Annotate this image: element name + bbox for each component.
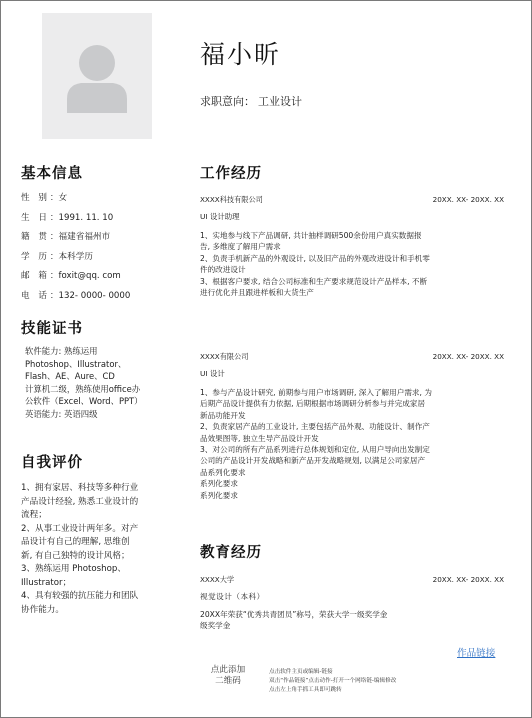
education-title: 教育经历: [200, 545, 262, 561]
job-entry: [200, 351, 504, 501]
info-row-birthday: 生 日：1991. 11. 10: [21, 212, 114, 223]
work-experience-title: 工作经历: [200, 166, 262, 182]
education-date: 20XX. XX- 20XX. XX: [432, 575, 504, 584]
basic-info-section: [21, 162, 186, 306]
education-school: XXXX大学: [200, 575, 235, 584]
job-header: [200, 351, 504, 363]
job-role: UI 设计: [200, 369, 225, 378]
info-row-hometown: 籍 贯：福建省福州市: [21, 232, 111, 242]
skills-text: 软件能力: 熟练运用 Photoshop、Illustrator、 Flash、AE、Aure、CD 计算机二级，熟练使用office办 公软件（Excel、Word、PPT） 英语能力: 英语四级: [25, 346, 143, 419]
job-role: UI 设计助理: [200, 212, 240, 221]
objective-value: 工业设计: [258, 95, 302, 108]
education-header: [200, 574, 504, 586]
job-date: 20XX. XX- 20XX. XX: [432, 195, 504, 204]
self-evaluation-section: [21, 451, 186, 617]
self-evaluation-title: 自我评价: [21, 455, 83, 471]
works-link[interactable]: 作品链接: [457, 648, 496, 659]
candidate-name: 福小昕: [200, 40, 282, 69]
avatar-placeholder-icon: [67, 41, 127, 113]
job-company: XXXX科技有限公司: [200, 195, 263, 204]
job-header: [200, 194, 504, 206]
info-row-phone: 电 话：132- 0000- 0000: [21, 290, 131, 301]
education-awards: 20XX年荣获“优秀共青团员”称号，荣获大学一级奖学金 级奖学金: [200, 610, 388, 631]
info-row-email: 邮 箱：foxit@qq. com: [21, 271, 121, 281]
work-experience-section: [200, 162, 504, 500]
education-major: 视觉设计（本科）: [200, 592, 265, 601]
job-entry: [200, 194, 504, 298]
basic-info-list: [21, 189, 186, 306]
info-row-education: 学 历：本科学历: [21, 251, 93, 262]
job-description: 1、实地参与线下产品调研, 共计抽样调研500余份用户真实数据报 告, 多维度了解用户需求 2、负责手机新产品的外观设计, 以及旧产品的外观改进设计和手机零 件的改进设计 3、根据客户要求, 结合公司标准和生产要求规范设计产品样本, 不断 进行优化并且跟进样板和大货生产: [200, 231, 430, 298]
education-section: [200, 541, 504, 632]
link-instructions: 点击软件主页或编辑-链接 双击“作品链接”点击动作-打开一个网络链-编辑修改 点击左上角手抓工具即可跳转: [269, 669, 397, 693]
basic-info-title: 基本信息: [21, 166, 83, 182]
job-date: 20XX. XX- 20XX. XX: [432, 352, 504, 361]
skills-section: [21, 317, 186, 421]
job-company: XXXX有限公司: [200, 352, 249, 361]
self-evaluation-text: 1、拥有家居、科技等多种行业 产品设计经验, 熟悉工业设计的 流程； 2、从事工业设计两年多。对产 品设计有自己的理解, 思维创 新, 有自己独特的设计风格； 3、熟练运用 Photoshop、 Illustrator； 4、具有较强的抗压能力和团队 协作能力。: [21, 483, 139, 615]
add-qr-code-button[interactable]: 点此添加 二维码: [210, 665, 246, 686]
skills-title: 技能证书: [21, 321, 83, 337]
job-objective: [200, 93, 305, 109]
objective-label: 求职意向：: [200, 95, 255, 108]
job-description: 1、参与产品设计研究, 前期参与用户市场调研, 深入了解用户需求, 为 后期产品设计提供有力依据, 后期根据市场调研分析参与并完成家居 新品功能开发 2、负责家居产品的工业设计, 主要包括产品外观、功能设计、制作产 品效果图等, 独立生导产品设计开发 3、对公司的所有产品系列进行总体规划和定位, 从用户导向出发制定 公司的产品设计开发战略和新产品开发战略规划, 以满足公司家居产 品系列化要求 系列化要求 系列化要求: [200, 388, 432, 500]
profile-photo[interactable]: [42, 13, 152, 139]
info-row-gender: 性 别：女: [21, 193, 68, 203]
